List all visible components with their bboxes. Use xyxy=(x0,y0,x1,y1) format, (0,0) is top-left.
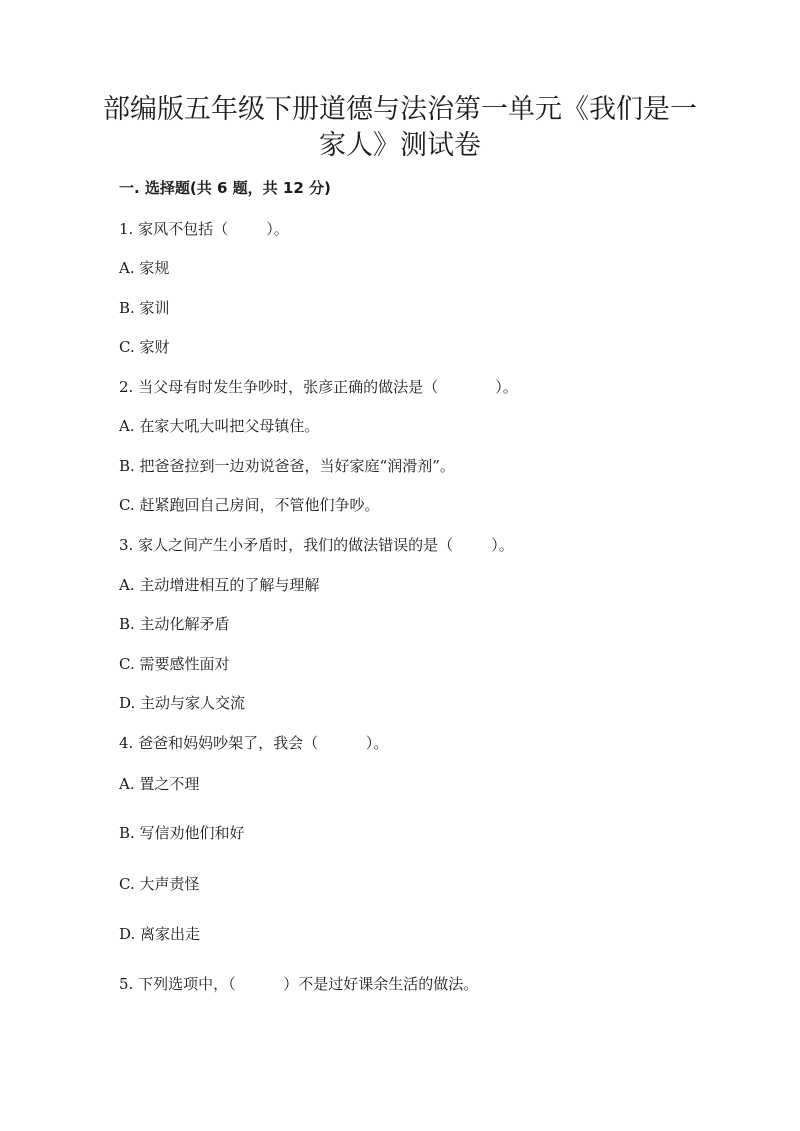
page-title-line-2: 家人》测试卷 xyxy=(319,130,481,161)
question-5-stem: 5. 下列选项中，（ ）不是过好课余生活的做法。 xyxy=(119,975,479,993)
question-1-option-b: B. 家训 xyxy=(119,299,170,317)
question-3-option-b: B. 主动化解矛盾 xyxy=(119,615,230,633)
question-4-option-b: B. 写信劝他们和好 xyxy=(119,824,245,842)
question-4-option-d: D. 离家出走 xyxy=(119,925,201,943)
question-3-option-c: C. 需要感性面对 xyxy=(119,655,230,673)
section-heading: 一. 选择题(共 6 题，共 12 分) xyxy=(119,179,331,197)
question-3-option-d: D. 主动与家人交流 xyxy=(119,694,246,712)
page-title xyxy=(100,92,700,164)
question-4-stem: 4. 爸爸和妈妈吵架了，我会（ ）。 xyxy=(119,734,389,752)
question-2-option-a: A. 在家大吼大叫把父母镇住。 xyxy=(119,417,320,435)
question-4-option-c: C. 大声责怪 xyxy=(119,875,200,893)
question-2-option-b: B. 把爸爸拉到一边劝说爸爸，当好家庭“润滑剂”。 xyxy=(119,457,455,475)
question-1-option-a: A. 家规 xyxy=(119,259,170,277)
question-2-stem: 2. 当父母有时发生争吵时，张彦正确的做法是（ ）。 xyxy=(119,378,518,396)
question-2-option-c: C. 赶紧跑回自己房间，不管他们争吵。 xyxy=(119,496,380,514)
question-3-option-a: A. 主动增进相互的了解与理解 xyxy=(119,576,320,594)
question-3-stem: 3. 家人之间产生小矛盾时，我们的做法错误的是（ ）。 xyxy=(119,536,514,554)
question-1-option-c: C. 家财 xyxy=(119,338,170,356)
question-1-stem: 1. 家风不包括（ ）。 xyxy=(119,220,289,238)
page-title-line-1: 部编版五年级下册道德与法治第一单元《我们是一 xyxy=(103,94,697,125)
question-4-option-a: A. 置之不理 xyxy=(119,775,200,793)
